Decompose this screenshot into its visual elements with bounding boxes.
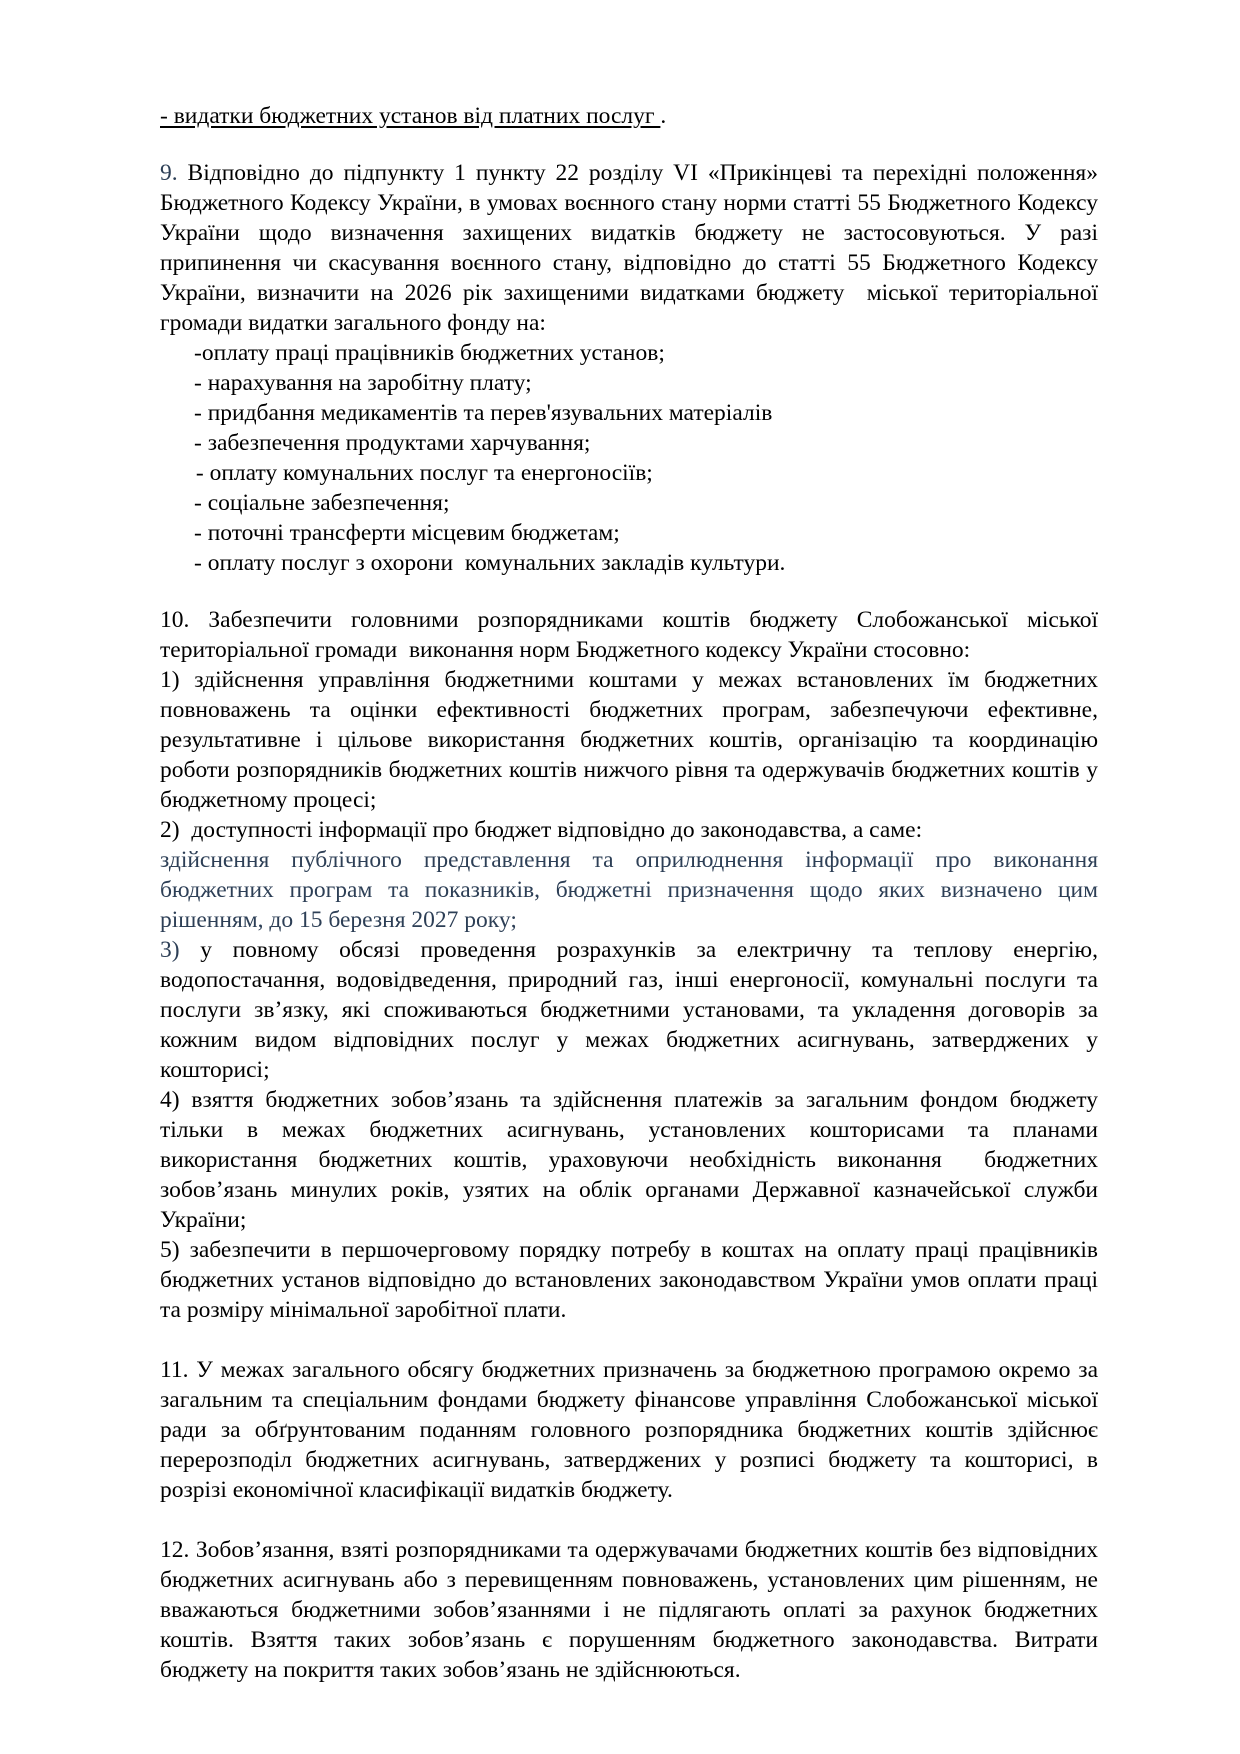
subitem-2: 2) доступності інформації про бюджет відповідно до законодавства, а саме: [160, 817, 923, 843]
underlined-heading [160, 101, 1098, 131]
list-item-payroll-charges: - нарахування на заробітну плату; [194, 370, 532, 396]
subitem-3-text: у повному обсязі проведення розрахунків за електричну та теплову енергію, водопостачання, водовідведення, природний газ, інші енергоносії, комунальні послуги та послуги зв’язку, які споживаються бюджетними установами, та укладення договорів за кожним видом відповідних послуг у межах бюджетних асигнувань, затверджених у кошторисі; [160, 937, 1104, 1083]
list-item-transfers: - поточні трансферти місцевим бюджетам; [194, 520, 620, 546]
paragraph-9 [160, 158, 1104, 338]
blue-paragraph: здійснення публічного представлення та оприлюднення інформації про виконання бюджетних програм та показників, бюджетні призначення щодо яких визначено цим рішенням, до 15 березня 2027 року; [160, 847, 1104, 933]
list-item-utilities: - оплату комунальних послуг та енергоносіїв; [190, 460, 653, 486]
subitem-5: 5) забезпечити в першочерговому порядку потребу в коштах на оплату праці працівників бюджетних установ відповідно до встановлених законодавством України умов оплати праці та розміру мінімальної заробітної плати. [160, 1237, 1104, 1323]
subitem-4: 4) взяття бюджетних зобов’язань та здійснення платежів за загальним фондом бюджету тільки в межах бюджетних асигнувань, установлених кошторисами та планами використання бюджетних коштів, ураховуючи необхідність виконання бюджетних зобов’язань минулих років, узятих на облік органами Державної казначейської служби України; [160, 1087, 1104, 1233]
list-item-food: - забезпечення продуктами харчування; [194, 430, 591, 456]
subitem-3-number: 3) [160, 937, 180, 963]
subitem-1: 1) здійснення управління бюджетними коштами у межах встановлених їм бюджетних повноважень та оцінки ефективності бюджетних програм, забезпечуючи ефективне, результативне і цільове використання бюджетних коштів, організацію та координацію роботи розпорядників бюджетних коштів нижчого рівня та одержувачів бюджетних коштів у бюджетному процесі; [160, 667, 1104, 813]
paragraph-11: 11. У межах загального обсягу бюджетних призначень за бюджетною програмою окремо за загальним та спеціальним фондами бюджету фінансове управління Слобожанської міської ради за обґрунтованим поданням головного розпорядника бюджетних коштів здійснює перерозподіл бюджетних асигнувань, затверджених у розписі бюджету та кошторисі, в розрізі економічної класифікації видатків бюджету. [160, 1357, 1104, 1503]
list-item-salary: -оплату праці працівників бюджетних установ; [194, 340, 665, 366]
list-item-social-security: - соціальне забезпечення; [194, 490, 450, 516]
list-item-medicines: - придбання медикаментів та перев'язувальних матеріалів [194, 400, 773, 426]
paragraph-12: 12. Зобов’язання, взяті розпорядниками та одержувачами бюджетних коштів без відповідних бюджетних асигнувань або з перевищенням повноважень, установлених цим рішенням, не вважаються бюджетними зобов’язаннями і не підлягають оплаті за рахунок бюджетних коштів. Взяття таких зобов’язань є порушенням бюджетного законодавства. Витрати бюджету на покриття таких зобов’язань не здійснюються. [160, 1537, 1104, 1683]
subitem-3 [160, 935, 1104, 1085]
list-item-culture-protection: - оплату послуг з охорони комунальних закладів культури. [194, 550, 786, 576]
paragraph-9-number: 9. [160, 160, 178, 186]
heading-underlined-text: - видатки бюджетних установ від платних послуг [160, 103, 661, 129]
heading-trailing-period: . [660, 103, 667, 129]
paragraph-9-text: Відповідно до підпункту 1 пункту 22 розділу VI «Прикінцеві та перехідні положення» Бюджетного Кодексу України, в умовах воєнного стану норми статті 55 Бюджетного Кодексу України щодо визначення захищених видатків бюджету не застосовуються. У разі припинення чи скасування воєнного стану, відповідно до статті 55 Бюджетного Кодексу України, визначити на 2026 рік захищеними видатками бюджету міської територіальної громади видатки загального фонду на: [160, 160, 1104, 336]
paragraph-10: 10. Забезпечити головними розпорядниками коштів бюджету Слобожанської міської територіальної громади виконання норм Бюджетного кодексу України стосовно: [160, 607, 1104, 663]
